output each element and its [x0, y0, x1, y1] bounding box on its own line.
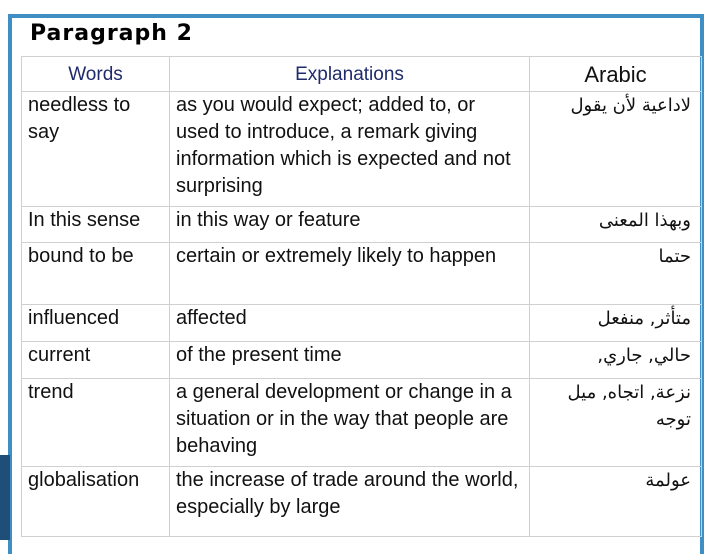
arabic-cell: حالي, جاري, [530, 342, 702, 379]
explanation-cell: of the present time [170, 342, 530, 379]
left-accent-bar [0, 455, 10, 540]
table-row [22, 379, 702, 467]
arabic-cell: عولمة [530, 467, 702, 537]
arabic-cell: وبهذا المعنى [530, 207, 702, 243]
explanation-cell: the increase of trade around the world, especially by large [170, 467, 530, 537]
word-cell: bound to be [22, 243, 170, 305]
word-cell: influenced [22, 305, 170, 342]
explanation-cell: affected [170, 305, 530, 342]
explanation-cell: as you would expect; added to, or used to introduce, a remark giving information which is expected and not surprising [170, 92, 530, 207]
header-words: Words [22, 57, 170, 92]
word-cell: globalisation [22, 467, 170, 537]
page-title: Paragraph 2 [30, 21, 193, 46]
table-row [22, 243, 702, 305]
vocabulary-table [21, 56, 702, 537]
explanation-cell: a general development or change in a situation or in the way that people are behaving [170, 379, 530, 467]
arabic-cell: متأثر, منفعل [530, 305, 702, 342]
explanation-cell: in this way or feature [170, 207, 530, 243]
arabic-cell: نزعة, اتجاه, ميل توجه [530, 379, 702, 467]
word-cell: In this sense [22, 207, 170, 243]
table-row [22, 305, 702, 342]
word-cell: needless to say [22, 92, 170, 207]
table-header-row [22, 57, 702, 92]
header-explanations: Explanations [170, 57, 530, 92]
arabic-cell: لاداعية لأن يقول [530, 92, 702, 207]
arabic-cell: حتما [530, 243, 702, 305]
header-arabic: Arabic [530, 57, 702, 92]
table-row [22, 467, 702, 537]
table-row [22, 92, 702, 207]
table-row [22, 342, 702, 379]
table-row [22, 207, 702, 243]
word-cell: trend [22, 379, 170, 467]
explanation-cell: certain or extremely likely to happen [170, 243, 530, 305]
word-cell: current [22, 342, 170, 379]
